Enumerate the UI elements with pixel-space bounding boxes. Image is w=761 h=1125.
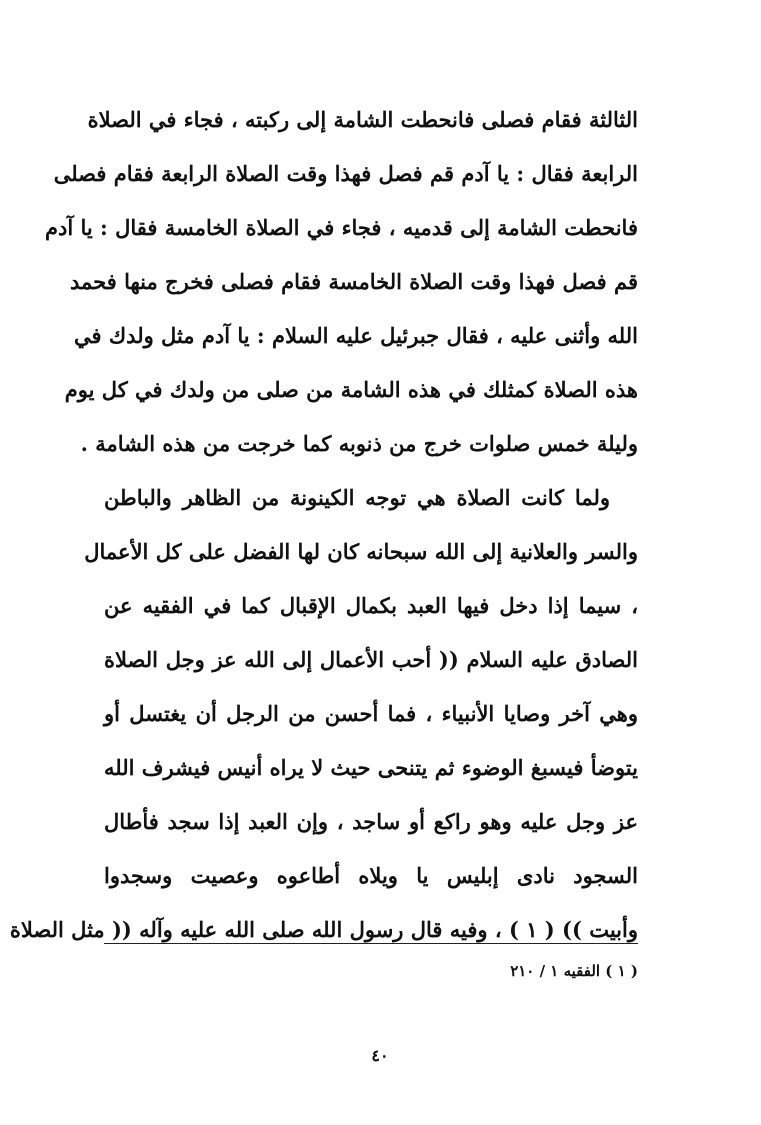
text-line: قم فصل فهذا وقت الصلاة الخامسة فقام فصلى فخرج منها فحمد bbox=[70, 269, 638, 294]
page-number: ٤٠ bbox=[371, 1046, 389, 1065]
text-line: والسر والعلانية إلى الله سبحانه كان لها الفضل على كل الأعمال bbox=[84, 539, 638, 564]
text-line: ، سيما إذا دخل فيها العبد بكمال الإقبال كما في الفقيه عن bbox=[104, 593, 638, 618]
body-text bbox=[9, 93, 638, 957]
text-line: عز وجل عليه وهو راكع أو ساجد ، وإن العبد إذا سجد فأطال bbox=[104, 809, 638, 834]
footnote: ( ١ ) الفقيه ١ / ٢١٠ bbox=[510, 962, 638, 980]
text-line: فانحطت الشامة إلى قدميه ، فجاء في الصلاة الخامسة فقال : يا آدم bbox=[44, 215, 638, 240]
footnote-separator bbox=[104, 943, 638, 944]
text-line: وأبيت )) ( ١ ) ، وفيه قال رسول الله صلى الله عليه وآله (( مثل الصلاة bbox=[9, 917, 638, 942]
text-line: الله وأثنى عليه ، فقال جبرئيل عليه السلام : يا آدم مثل ولدك في bbox=[74, 323, 638, 348]
text-line: السجود نادى إبليس يا ويلاه أطاعوه وعصيت وسجدوا bbox=[104, 863, 638, 888]
text-line: وهي آخر وصايا الأنبياء ، فما أحسن من الرجل أن يغتسل أو bbox=[104, 701, 638, 726]
text-line: هذه الصلاة كمثلك في هذه الشامة من صلى من ولدك في كل يوم bbox=[64, 377, 638, 402]
text-line: يتوضأ فيسبغ الوضوء ثم يتنحى حيث لا يراه أنيس فيشرف الله bbox=[104, 755, 638, 780]
text-line: الصادق عليه السلام (( أحب الأعمال إلى الله عز وجل الصلاة bbox=[104, 647, 638, 672]
paragraph-first-line: ولما كانت الصلاة هي توجه الكينونة من الظاهر والباطن bbox=[104, 485, 610, 510]
text-line: الرابعة فقال : يا آدم قم فصل فهذا وقت الصلاة الرابعة فقام فصلى bbox=[53, 161, 638, 186]
text-line: الثالثة فقام فصلى فانحطت الشامة إلى ركبته ، فجاء في الصلاة bbox=[87, 107, 638, 132]
text-line: وليلة خمس صلوات خرج من ذنوبه كما خرجت من هذه الشامة . bbox=[80, 431, 638, 456]
